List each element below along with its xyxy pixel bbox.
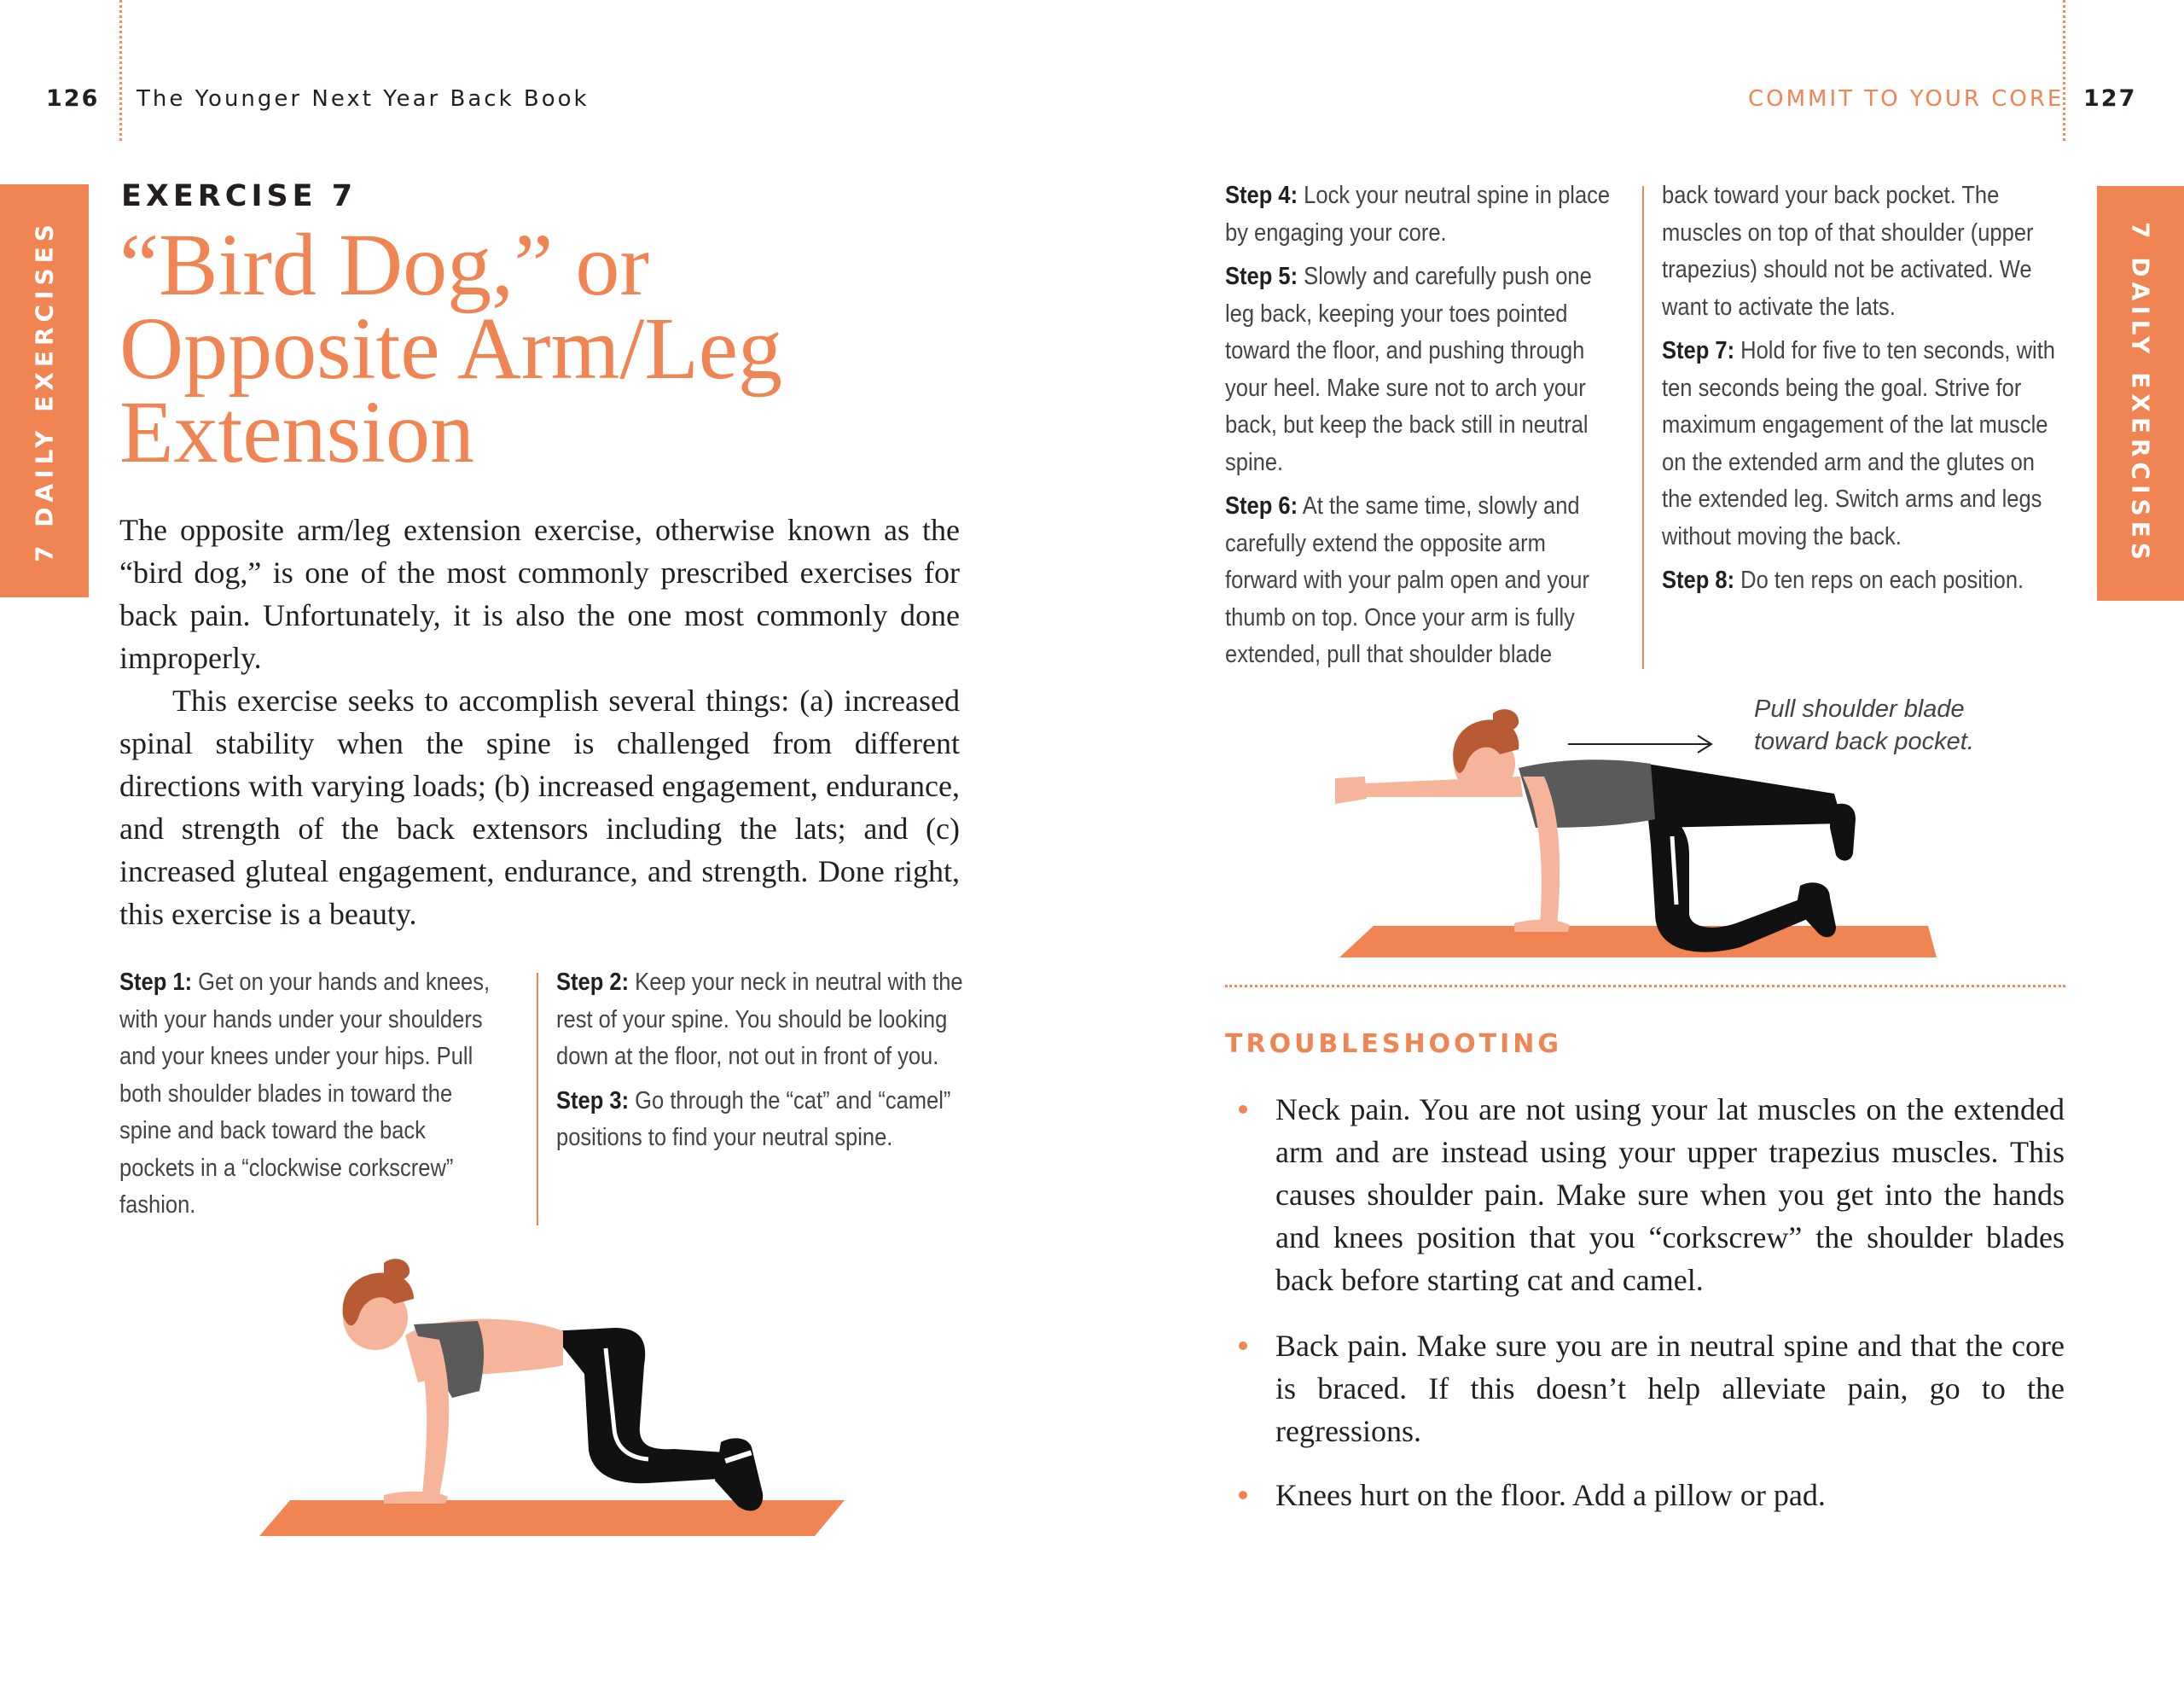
right-steps-divider	[1642, 186, 1644, 669]
step-8	[1662, 562, 2056, 600]
exercise-label: EXERCISE 7	[121, 179, 357, 213]
step-5-text: Slowly and carefully push one leg back, keeping your toes pointed toward the floor, and pushing through your heel. Make sure not to arch your back, but keep the back still in neutral spine.	[1225, 263, 1592, 476]
left-running-head: The Younger Next Year Back Book	[136, 86, 590, 112]
right-page-number: 127	[2083, 85, 2137, 112]
extended-hand	[1335, 777, 1367, 804]
step-6-text: At the same time, slowly and carefully extend the opposite arm forward with your palm open and your thumb on top. Once your arm is fully extended, pull that shoulder blade	[1225, 492, 1589, 668]
step-5	[1225, 259, 1616, 481]
step-8-label: Step 8:	[1662, 567, 1735, 594]
step-3-label: Step 3:	[556, 1086, 630, 1114]
step-6-label: Step 6:	[1225, 492, 1298, 520]
bullet-dot	[1239, 1341, 1247, 1350]
hands-knees-illustration	[247, 1254, 862, 1545]
title-line-2: Opposite Arm/Leg	[119, 300, 783, 398]
extended-leg	[1647, 764, 1843, 828]
illustration-caption: Pull shoulder blade toward back pocket.	[1754, 695, 1974, 755]
bullet-back-pain: Back pain. Make sure you are in neutral spine and that the core is braced. If this doesn’t help alleviate pain, go to the regressions.	[1275, 1329, 2065, 1448]
title-line-3: Extension	[119, 383, 474, 481]
right-side-tab-label: 7 DAILY EXERCISES	[2126, 222, 2155, 565]
step-7-label: Step 7:	[1662, 337, 1735, 364]
right-steps-col-1	[1225, 177, 1616, 681]
bullet-dot	[1239, 1491, 1247, 1499]
exercise-title	[119, 216, 783, 481]
step-8-text: Do ten reps on each position.	[1740, 567, 2024, 594]
extended-foot	[1830, 804, 1856, 861]
step-2	[556, 964, 966, 1076]
step-4	[1225, 177, 1616, 252]
step-7	[1662, 333, 2056, 556]
bullet-dot	[1239, 1105, 1247, 1114]
intro-paragraph-1: The opposite arm/leg extension exercise, otherwise known as the “bird dog,” is one of the most commonly prescribed exercises for back pain. Unfortunately, it is also the one most commonly done improperly.	[119, 513, 960, 675]
step-1-text: Get on your hands and knees, with your hands under your shoulders and your knees under your hips. Pull both shoulder blades in toward the spine and back toward the back pockets in a “clockwise corkscrew” fashion.	[119, 969, 491, 1219]
left-steps-col-1	[119, 964, 506, 1231]
troubleshooting-heading: TROUBLESHOOTING	[1225, 1029, 1562, 1059]
right-side-tab	[2097, 186, 2184, 601]
step-2-label: Step 2:	[556, 969, 630, 996]
step-3	[556, 1083, 966, 1157]
right-header-divider	[2063, 0, 2065, 141]
right-running-head: COMMIT TO YOUR CORE	[1748, 86, 2065, 112]
step-5-label: Step 5:	[1225, 263, 1298, 290]
step-4-label: Step 4:	[1225, 182, 1298, 209]
step-1	[119, 964, 506, 1225]
intro-paragraph-2: This exercise seeks to accomplish several things: (a) increased spinal stability when the spine is challenged from different directions with varying loads; (b) increased engagement, endurance, and strength of the back extensors including the lats; and (c) increased gluteal engagement, endurance, and strength. Done right, this exercise is a beauty.	[119, 684, 960, 931]
title-line-1: “Bird Dog,” or	[119, 216, 649, 314]
step-6-continued-text: back toward your back pocket. The muscles on top of that shoulder (upper trapezius) should not be activated. We want to activate the lats.	[1662, 182, 2034, 321]
step-3-text: Go through the “cat” and “camel” positions to find your neutral spine.	[556, 1086, 951, 1151]
section-divider	[1225, 985, 2065, 987]
step-2-text: Keep your neck in neutral with the rest of your spine. You should be looking down at the floor, not out in front of you.	[556, 969, 963, 1070]
left-steps-col-2	[556, 964, 966, 1164]
intro-text	[119, 509, 960, 935]
shoe	[715, 1438, 763, 1510]
left-header-divider	[119, 0, 122, 141]
left-side-tab-label: 7 DAILY EXERCISES	[30, 219, 59, 562]
support-hand	[1514, 920, 1570, 932]
step-7-text: Hold for five to ten seconds, with ten seconds being the goal. Strive for maximum engagement of the lat muscle on the extended arm and the glutes on the extended leg. Switch arms and legs without moving the back.	[1662, 337, 2055, 550]
step-4-text: Lock your neutral spine in place by engaging your core.	[1225, 182, 1611, 247]
exercise-mat	[1339, 926, 1937, 957]
right-steps-col-2	[1662, 177, 2056, 607]
step-6-continued	[1662, 177, 2056, 326]
step-1-label: Step 1:	[119, 969, 193, 996]
bullet-neck-pain: Neck pain. You are not using your lat muscles on the extended arm and are instead using your upper trapezius muscles. This causes shoulder pain. Make sure when you get into the hands and knees position that you “corkscrew” the shoulder blades back before starting cat and camel.	[1275, 1092, 2065, 1297]
step-6	[1225, 488, 1616, 674]
left-side-tab	[0, 184, 89, 597]
bullet-knees: Knees hurt on the floor. Add a pillow or pad.	[1275, 1478, 1826, 1512]
left-steps-divider	[537, 973, 538, 1225]
left-page-number: 126	[46, 85, 100, 112]
